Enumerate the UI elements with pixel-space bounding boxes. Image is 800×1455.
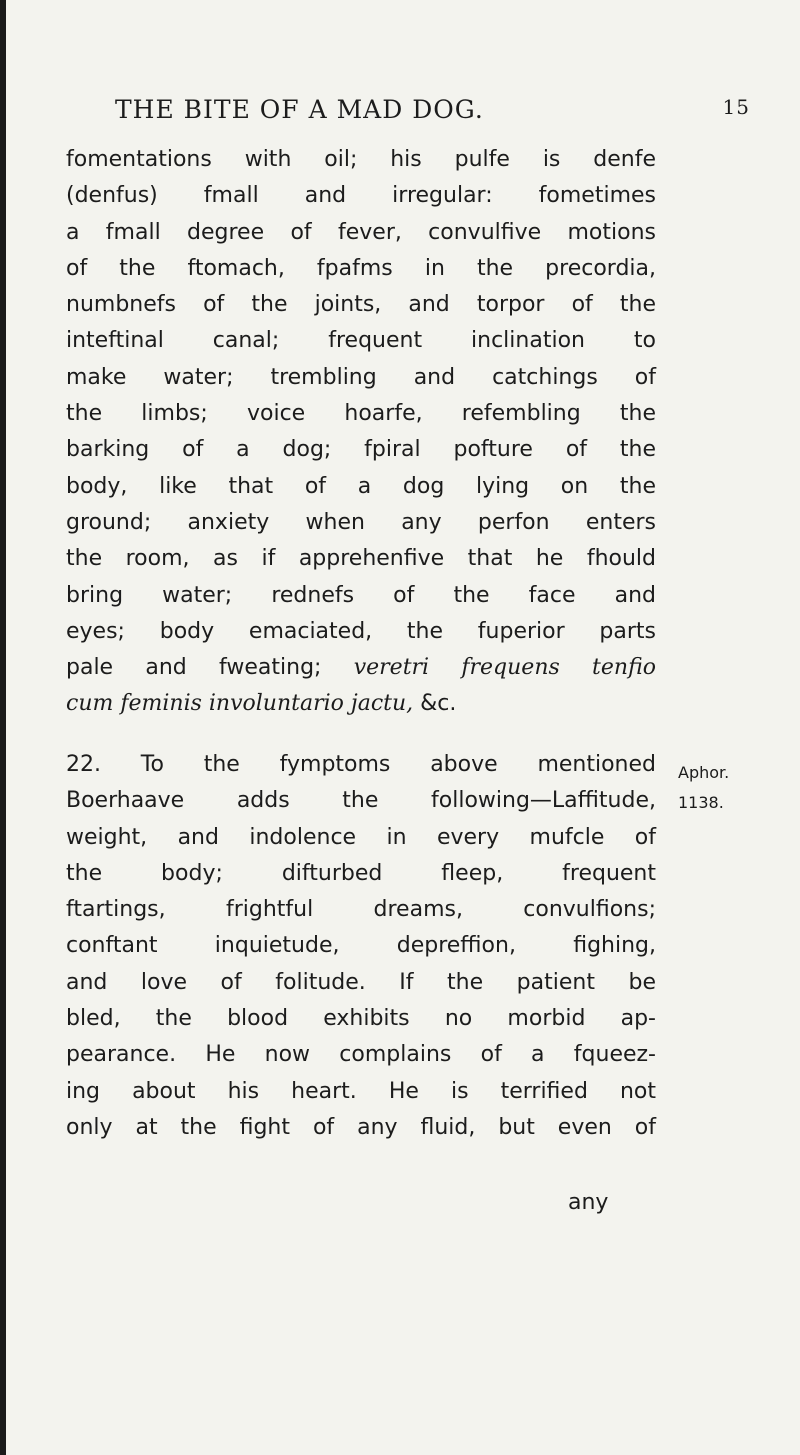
text-line: 22. To the fymptoms above mentioned [66,752,656,777]
text-line: pearance. He now complains of a fqueez- [66,1042,656,1068]
text-line: conftant inquietude, depreffion, fighing, [66,933,656,959]
text-line: the body; difturbed fleep, frequent [66,860,656,886]
margin-note-line: Aphor. [678,763,730,782]
text-line: weight, and indolence in every mufcle of [66,824,656,850]
text-line: numbnefs of the joints, and torpor of the [66,292,656,318]
text-line: inteftinal canal; frequent inclination to [66,328,656,354]
latin-italic-text: veretri frequens tenfio [353,655,656,681]
text-line: fomentations with oil; his pulfe is denfe [66,147,656,172]
text-line: and love of folitude. If the patient be [66,969,656,995]
catchword: any [568,1190,609,1215]
text-line: barking of a dog; fpiral pofture of the [66,437,656,463]
margin-reference [678,758,729,818]
book-spine-edge [0,0,6,1455]
text-line: bring water; rednefs of the face and [66,582,656,608]
text-line: ing about his heart. He is terrified not [66,1078,656,1104]
paragraph-1 [66,142,656,723]
text-line: of the ftomach, fpafms in the precordia, [66,255,656,281]
text-line: the room, as if apprehenfive that he fhould [66,546,656,572]
text-line: the limbs; voice hoarfe, refembling the [66,401,656,427]
margin-note-line: 1138. [678,793,724,812]
text-line: make water; trembling and catchings of [66,364,656,390]
text-line-mixed [66,686,656,722]
text-line: ftartings, frightful dreams, convulfions; [66,897,656,923]
text-line: body, like that of a dog lying on the [66,473,656,499]
text-line: only at the fight of any fluid, but even of [66,1114,656,1140]
text-roman: &c. [413,691,457,717]
text-line: a fmall degree of fever, convulfive motions [66,219,656,245]
text-line: eyes; body emaciated, the fuperior parts [66,618,656,644]
running-title: THE BITE OF A MAD DOG. [115,95,484,124]
text-roman: pale and fweating; [66,655,354,681]
text-line: ground; anxiety when any perfon enters [66,509,656,535]
page-number: 15 [722,95,750,119]
text-line: (denfus) fmall and irregular: fometimes [66,183,656,209]
text-line: bled, the blood exhibits no morbid ap- [66,1006,656,1032]
latin-italic-text: cum feminis involuntario jactu, [66,691,414,717]
running-header [115,95,750,135]
paragraph-2 [66,747,656,1146]
text-line-mixed [66,650,656,686]
text-line: Boerhaave adds the following—Laffitude, [66,788,656,814]
